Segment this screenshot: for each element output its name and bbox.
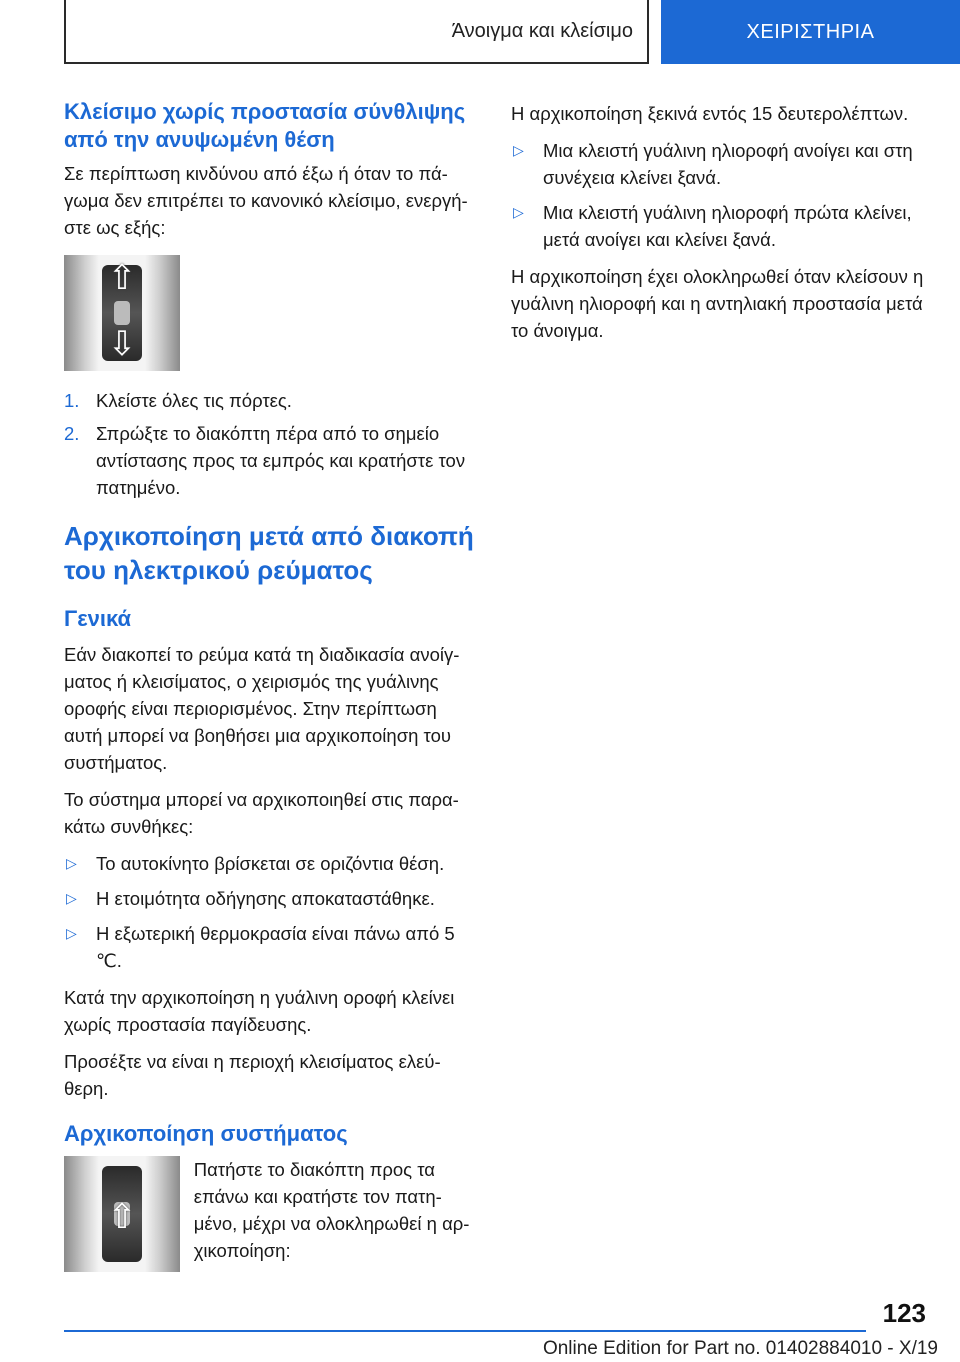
triangle-right-icon: ▷: [66, 925, 77, 941]
right-column: [511, 100, 925, 354]
arrow-up-icon: ⇧: [107, 1198, 137, 1236]
list-item: [64, 850, 478, 877]
arrow-down-icon: ⇩: [107, 325, 137, 363]
sunroof-switch-up-image: [64, 1156, 180, 1272]
header-section-title: Άνοιγμα και κλείσιμο: [451, 19, 633, 42]
init-outcomes-list: [511, 137, 925, 253]
condition-text: Το αυτοκίνητο βρίσκεται σε οριζόντια θέση.: [96, 853, 445, 874]
paragraph-power-loss: Εάν διακοπεί το ρεύμα κατά τη διαδικασία ανοίγ-ματος ή κλεισίματος, ο χειρισμός της γυάλινης οροφής είναι περιορισμένος. Στην περίπτωση αυτή μπορεί να βοηθήσει μια αρχικοποίηση του συστήματος.: [64, 644, 460, 773]
list-item: [64, 420, 478, 501]
triangle-right-icon: ▷: [66, 890, 77, 906]
header-chapter-tab[interactable]: [661, 0, 960, 64]
outcome-text: Μια κλειστή γυάλινη ηλιοροφή ανοίγει και στη συνέχεια κλείνει ξανά.: [543, 140, 913, 188]
switch-knob: [114, 301, 130, 325]
condition-text: Η εξωτερική θερμοκρασία είναι πάνω από 5 ℃.: [96, 923, 455, 971]
list-item: [511, 199, 925, 253]
condition-text: Η ετοιμότητα οδήγησης αποκαταστάθηκε.: [96, 888, 435, 909]
step-number: 1.: [64, 390, 80, 411]
list-item: [511, 137, 925, 191]
conditions-list: [64, 850, 478, 974]
paragraph-clear-area: Προσέξτε να είναι η περιοχή κλεισίματος ελεύ-θερη.: [64, 1051, 441, 1099]
heading-general: Γενικά: [64, 606, 132, 631]
step-text: Σπρώξτε το διακόπτη πέρα από το σημείο αντίστασης προς τα εμπρός και κρατήστε τον πατημένο.: [96, 423, 466, 498]
paragraph-init-complete: Η αρχικοποίηση έχει ολοκληρωθεί όταν κλείσουν η γυάλινη ηλιοροφή και η αντηλιακή προστασία μετά το άνοιγμα.: [511, 266, 924, 341]
triangle-right-icon: ▷: [66, 855, 77, 871]
system-init-block: [64, 1156, 478, 1274]
paragraph-intro: Σε περίπτωση κινδύνου από έξω ή όταν το πά-γωμα δεν επιτρέπει το κανονικό κλείσιμο, ενεργή-στε ως εξής:: [64, 163, 468, 238]
header-section: [64, 0, 649, 64]
paragraph-no-trap-protection: Κατά την αρχικοποίηση η γυάλινη οροφή κλείνει χωρίς προστασία παγίδευσης.: [64, 987, 455, 1035]
sunroof-switch-image: [64, 255, 180, 371]
footer-edition: Online Edition for Part no. 01402884010 - X/19: [542, 1338, 938, 1359]
list-item: [64, 885, 478, 912]
header-chapter-title: ΧΕΙΡΙΣΤΗΡΙΑ: [746, 20, 875, 43]
paragraph-init-start: Η αρχικοποίηση ξεκινά εντός 15 δευτερολέπτων.: [511, 103, 909, 124]
triangle-right-icon: ▷: [513, 204, 524, 220]
arrow-up-icon: ⇧: [107, 259, 137, 297]
steps-list: [64, 387, 478, 501]
step-text: Κλείστε όλες τις πόρτες.: [96, 390, 292, 411]
list-item: [64, 920, 478, 974]
outcome-text: Μια κλειστή γυάλινη ηλιοροφή πρώτα κλείνει, μετά ανοίγει και κλείνει ξανά.: [543, 202, 912, 250]
list-item: [64, 387, 478, 414]
step-number: 2.: [64, 423, 80, 444]
left-column: [64, 98, 478, 1274]
heading-close-without-pinch-protection: Κλείσιμο χωρίς προστασία σύνθλιψης από την ανυψωμένη θέση: [64, 99, 466, 152]
figure-switch-forward: [64, 255, 478, 371]
footer-divider: [64, 1330, 866, 1332]
triangle-right-icon: ▷: [513, 142, 524, 158]
paragraph-conditions-intro: Το σύστημα μπορεί να αρχικοποιηθεί στις παρα-κάτω συνθήκες:: [64, 789, 459, 837]
heading-init-after-power-loss: Αρχικοποίηση μετά από διακοπή του ηλεκτρικού ρεύματος: [64, 521, 474, 585]
paragraph-press-switch: Πατήστε το διακόπτη προς τα επάνω και κρατήστε τον πατη-μένο, μέχρι να ολοκληρωθεί η αρ-χικοποίηση:: [193, 1159, 470, 1261]
page-number: 123: [882, 1298, 926, 1328]
heading-system-init: Αρχικοποίηση συστήματος: [64, 1121, 348, 1146]
